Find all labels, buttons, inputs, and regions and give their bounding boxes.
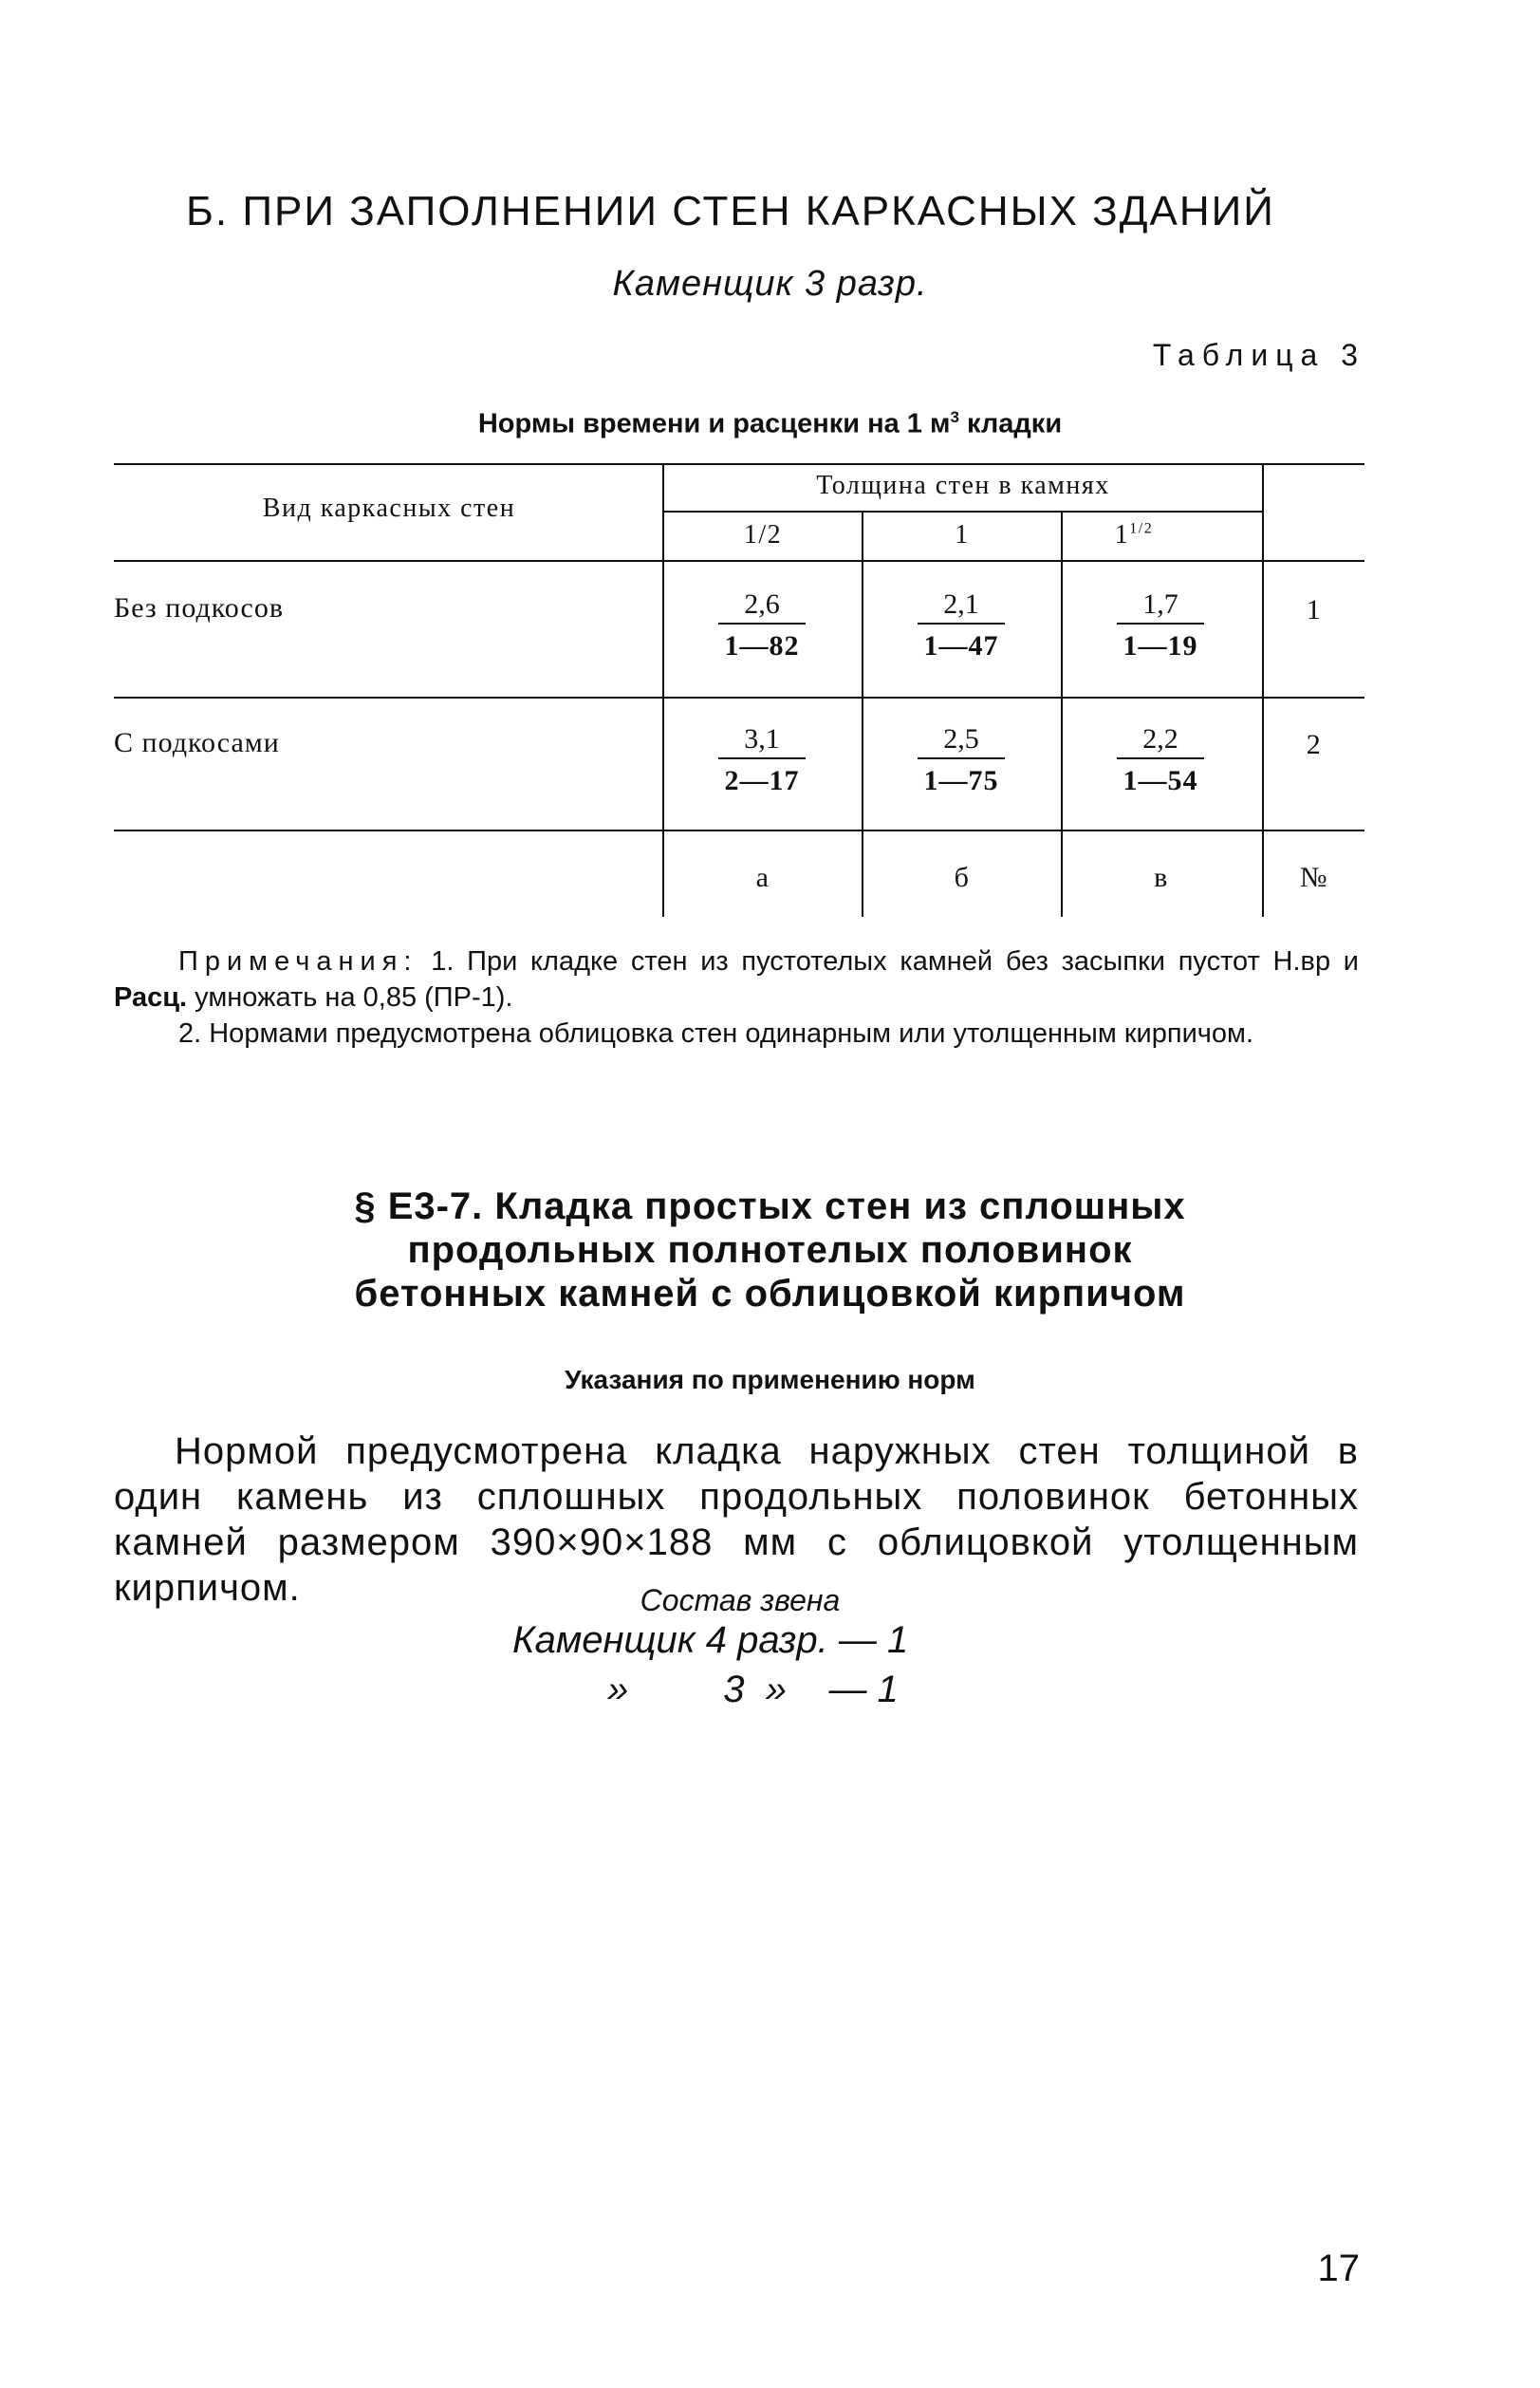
worker-grade: Каменщик 3 разр. [612, 264, 928, 304]
table-col-divider [1262, 463, 1264, 917]
table-caption: Нормы времени и расценки на 1 $м^3$ кладки [477, 408, 1063, 439]
table-top-rule [114, 463, 1364, 465]
header-thickness: Толщина стен в камнях [816, 471, 1110, 500]
page-number: 17 [1317, 2248, 1360, 2289]
norm-cell: $\frac{1,7}{1—19}$ [1089, 588, 1232, 662]
header-col-b: 1 [955, 520, 970, 550]
row2-bottom-rule [114, 830, 1364, 831]
column-letter: в [1154, 862, 1169, 893]
group-header-rule [662, 511, 1264, 513]
row-number: 1 [1306, 594, 1323, 625]
row-name: С подкосами [114, 727, 280, 758]
norm-cell: $\frac{2,6}{1—82}$ [691, 588, 833, 662]
paragraph-title: § Е3-7. Кладка простых стен из сплошных продольных полнотелых половинок бетонных камней с облицовкой кирпичом [354, 1185, 1186, 1315]
instructions-title: Указания по применению норм [565, 1365, 975, 1394]
note-2: 2. Нормами предусмотрена облицовка стен одинарным или утолщенным кирпичом. [178, 1018, 1253, 1049]
number-sign: № [1299, 862, 1329, 893]
norm-cell: $\frac{2,5}{1—75}$ [890, 723, 1032, 797]
column-letter: б [954, 862, 971, 893]
crew-line: » 3 » — 1 [607, 1669, 899, 1710]
crew-title: Состав звена [640, 1583, 841, 1617]
row-number: 2 [1306, 729, 1323, 760]
header-bottom-rule [114, 560, 1364, 562]
norm-cell: $\frac{2,1}{1—47}$ [890, 588, 1032, 662]
header-col-a: 1/2 [743, 520, 783, 550]
norm-cell: $\frac{2,2}{1—54}$ [1089, 723, 1232, 797]
column-letter: а [755, 862, 770, 893]
row1-bottom-rule [114, 697, 1364, 699]
crew-line: Каменщик 4 разр. — 1 [512, 1619, 909, 1661]
section-title: Б. ПРИ ЗАПОЛНЕНИИ СТЕН КАРКАСНЫХ ЗДАНИЙ [186, 188, 1275, 234]
header-col-c: $1^{1/2}$ [1114, 520, 1154, 550]
table-col-divider [1061, 511, 1063, 917]
note-1: Примечания: 1. При кладке стен из пустотелых камней без засыпки пустот Н.вр и Расц. умножать на 0,85 (ПР-1). [114, 946, 1359, 1013]
norm-cell: $\frac{3,1}{2—17}$ [691, 723, 833, 797]
instructions-text: Нормой предусмотрена кладка наружных стен толщиной в один камень из сплошных продольных половинок бетонных камней размером 390×90×188 мм с облицовкой утолщенным кирпичом. [114, 1430, 1359, 1609]
table-col-divider [862, 511, 863, 917]
row-name: Без подкосов [114, 592, 284, 624]
header-rowname: Вид каркасных стен [262, 494, 516, 523]
table-label: Таблица 3 [1152, 338, 1365, 372]
